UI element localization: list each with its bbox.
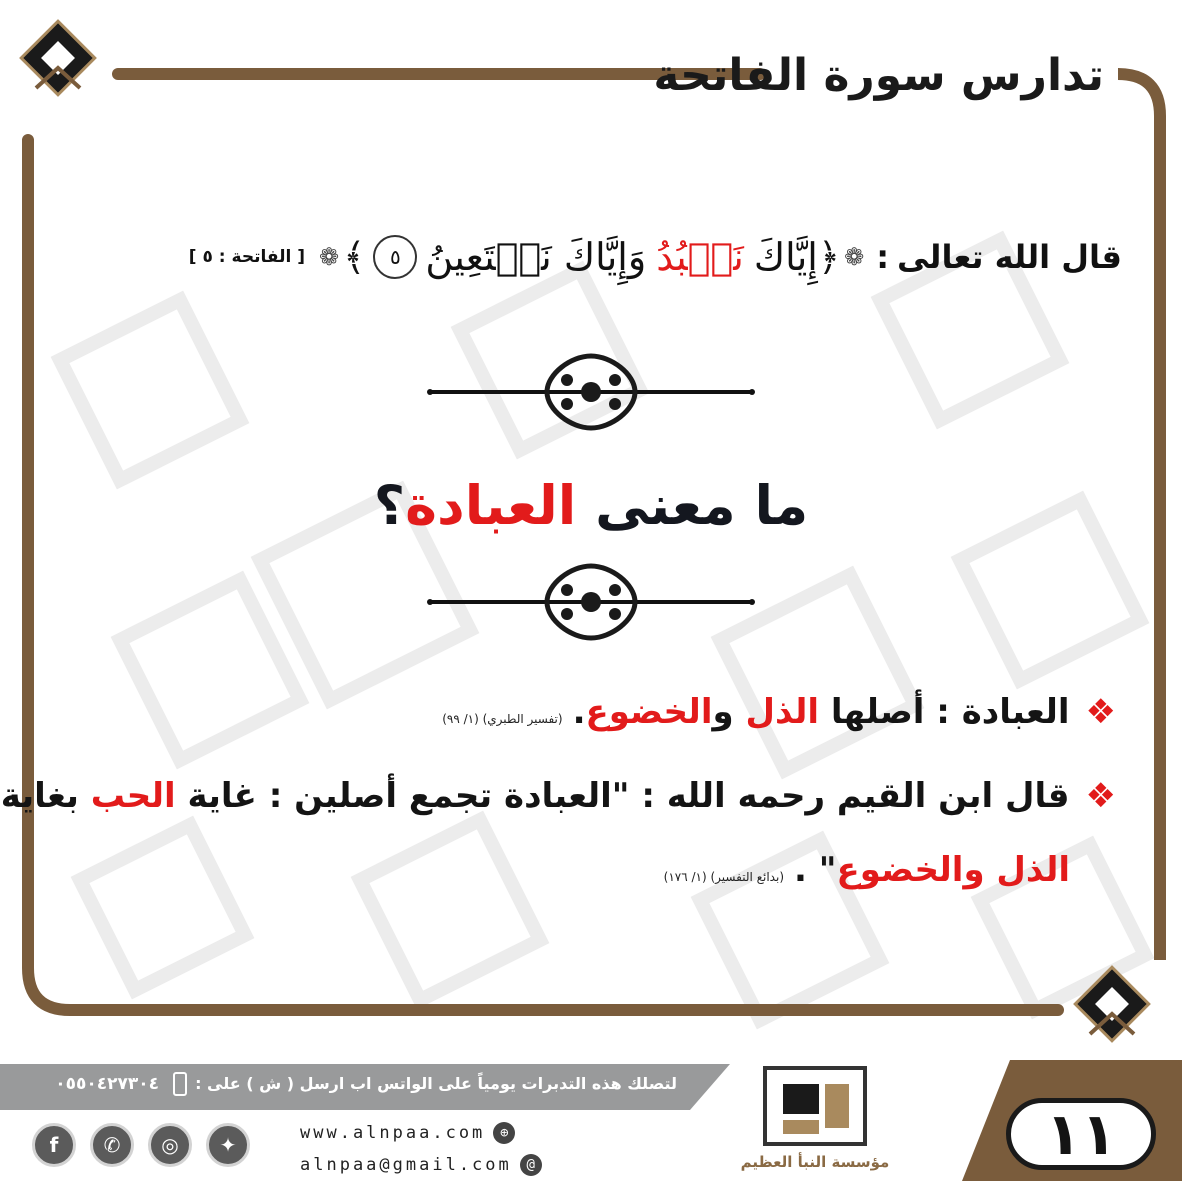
website-row[interactable]: [300, 1122, 515, 1144]
phone-number[interactable]: ٠٥٥٠٤٢٧٣٠٤: [55, 1074, 160, 1094]
bullet-item-1: [442, 692, 1116, 732]
organization-name: مؤسسة النبأ العظيم: [740, 1153, 890, 1171]
bullet-2-end: " .: [794, 850, 837, 890]
flower-ornament-icon: ❁: [844, 243, 865, 271]
ornament-divider-bottom: [427, 566, 755, 638]
ornament-divider-top: [427, 356, 755, 428]
mobile-phone-icon: [173, 1072, 187, 1096]
bullet-2-continuation: [664, 850, 1070, 890]
page-title: تدارس سورة الفاتحة: [653, 50, 1104, 101]
bullet-1-source: (تفسير الطبري) (١/ ٩٩): [442, 712, 563, 726]
website-link[interactable]: www.alnpaa.com: [300, 1123, 486, 1143]
verse-word-3: وَإِيَّاكَ نَسۡتَعِينُ: [425, 235, 647, 279]
social-icons: [32, 1123, 250, 1167]
bullet-2-highlight-2: الذل والخضوع: [836, 850, 1070, 890]
email-row[interactable]: [300, 1154, 542, 1176]
verse-intro: قال الله تعالى: [897, 238, 1122, 276]
bullet-1-end: .: [572, 692, 586, 732]
verse-word-highlight: نَعۡبُدُ: [656, 235, 744, 279]
bullet-2-text-2: بغاية: [0, 776, 79, 816]
question-mark: ؟: [373, 474, 406, 537]
bullet-1-highlight-1: الذل: [745, 692, 820, 732]
question-part-1: ما معنى: [595, 474, 809, 537]
at-sign-icon: @: [520, 1154, 542, 1176]
bullet-1-text: العبادة : أصلها: [830, 692, 1070, 732]
verse-word-1: إِيَّاكَ: [753, 235, 818, 279]
bullet-diamond-icon: ❖: [1085, 692, 1116, 732]
question-heading: [0, 466, 1182, 546]
instagram-icon[interactable]: ◎: [148, 1123, 192, 1167]
twitter-icon[interactable]: ✦: [206, 1123, 250, 1167]
globe-icon: ⊕: [493, 1122, 515, 1144]
bullet-1-conj: و: [712, 692, 734, 732]
bullet-2-highlight-1: الحب: [90, 776, 176, 816]
bullet-item-2: [1, 776, 1116, 816]
organization-logo: [765, 1068, 865, 1144]
question-highlight: العبادة: [405, 474, 577, 537]
verse-close-bracket: ﴾: [343, 235, 366, 279]
verse-separator: :: [876, 238, 890, 276]
verse-open-bracket: ﴿: [817, 235, 841, 279]
whatsapp-subscribe-line: [55, 1068, 677, 1100]
bullet-2-source: (بدائع التفسير) (١/ ١٧٦): [663, 870, 785, 884]
email-link[interactable]: alnpaa@gmail.com: [300, 1155, 512, 1175]
ayah-number-badge: ٥: [373, 235, 417, 279]
flower-ornament-icon: ❁: [319, 243, 340, 271]
card-number-badge: ١١: [1006, 1098, 1156, 1170]
bullet-1-highlight-2: الخضوع: [585, 692, 713, 732]
bullet-2-text: قال ابن القيم رحمه الله : "العبادة تجمع أصلين : غاية: [187, 776, 1070, 816]
whatsapp-text: لتصلك هذه التدبرات يومياً على الواتس اب ارسل ( ش ) على :: [195, 1074, 677, 1093]
whatsapp-icon[interactable]: ✆: [90, 1123, 134, 1167]
bullet-diamond-icon: ❖: [1085, 776, 1116, 816]
verse-reference: [ الفاتحة : ٥ ]: [188, 247, 305, 267]
verse-line: [42, 222, 1122, 292]
facebook-icon[interactable]: f: [32, 1123, 76, 1167]
